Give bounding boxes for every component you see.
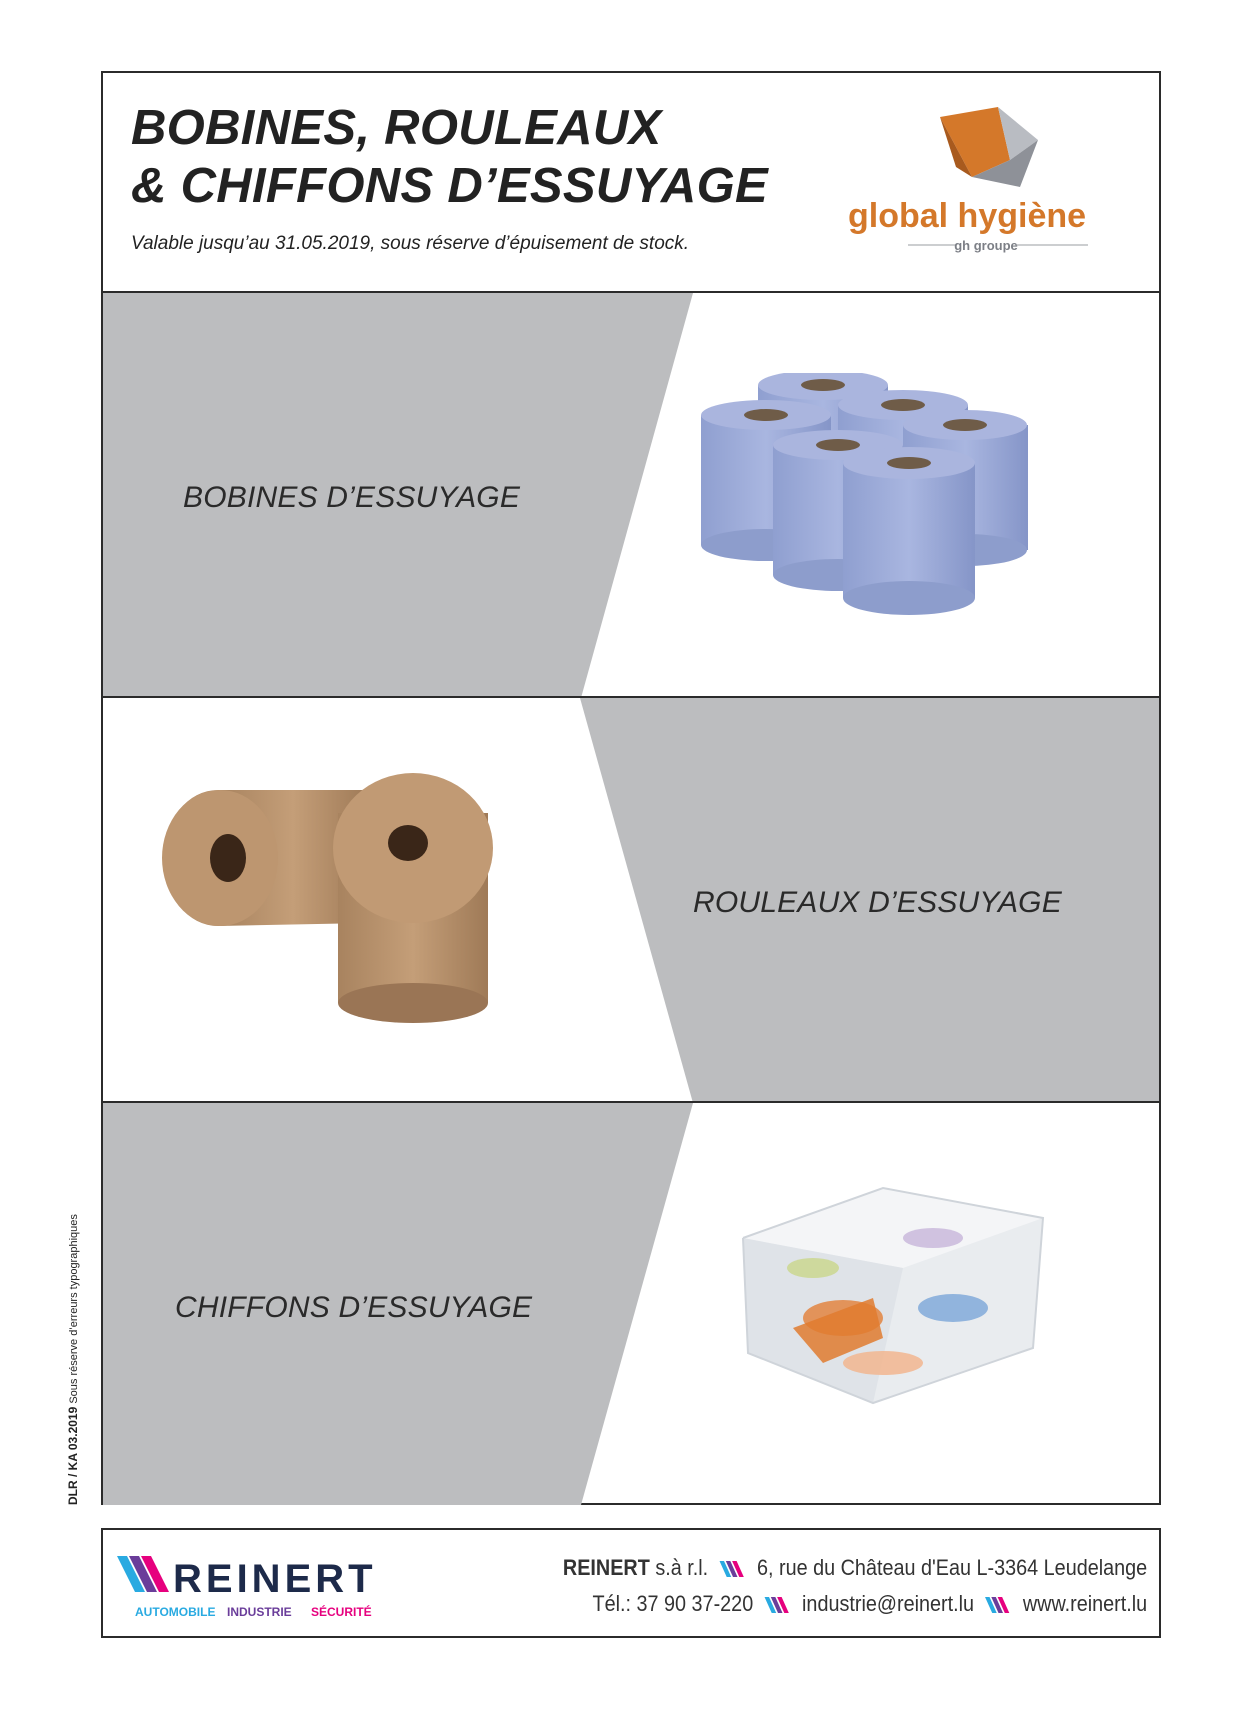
print-code: DLR / KA 03.2019 bbox=[66, 1406, 80, 1505]
company-phone: Tél.: 37 90 37-220 bbox=[592, 1591, 754, 1616]
brand-tag-automobile: AUTOMOBILE bbox=[135, 1605, 216, 1619]
company-info bbox=[563, 1550, 1147, 1622]
flyer-header bbox=[103, 73, 1159, 293]
reinert-logo bbox=[115, 1548, 415, 1628]
company-name: REINERT bbox=[562, 1555, 650, 1580]
blue-rolls-image bbox=[693, 373, 1033, 623]
company-website[interactable]: www.reinert.lu bbox=[1022, 1591, 1147, 1616]
logo-tagline: gh groupe bbox=[954, 238, 1018, 253]
section-rouleaux bbox=[103, 698, 1159, 1103]
company-email[interactable]: industrie@reinert.lu bbox=[801, 1591, 974, 1616]
page-title bbox=[131, 99, 768, 215]
print-disclaimer: Sous réserve d’erreurs typographiques bbox=[68, 1214, 80, 1404]
section-label-bobines: BOBINES D’ESSUYAGE bbox=[183, 481, 521, 514]
rags-bale-image bbox=[733, 1178, 1053, 1418]
company-address: 6, rue du Château d'Eau L-3364 Leudelange bbox=[756, 1555, 1147, 1580]
company-form: s.à r.l. bbox=[655, 1555, 708, 1580]
brand-name: REINERT bbox=[173, 1557, 377, 1601]
company-contact-line bbox=[563, 1586, 1147, 1622]
stripes-separator-icon bbox=[764, 1597, 791, 1613]
flyer-frame bbox=[101, 71, 1161, 1505]
roll-front-3 bbox=[843, 447, 975, 615]
stripes-separator-icon bbox=[985, 1597, 1012, 1613]
brown-roll-right bbox=[333, 773, 493, 1023]
brand-tag-securite: SÉCURITÉ bbox=[311, 1605, 372, 1619]
brand-tag-industrie: INDUSTRIE bbox=[227, 1605, 292, 1619]
brown-rolls-image bbox=[158, 773, 518, 1033]
section-label-rouleaux: ROULEAUX D’ESSUYAGE bbox=[693, 886, 1062, 919]
section-chiffons bbox=[103, 1103, 1159, 1505]
footer bbox=[101, 1528, 1161, 1638]
company-address-line bbox=[563, 1550, 1147, 1586]
reinert-stripes-icon bbox=[117, 1556, 169, 1592]
section-bobines bbox=[103, 293, 1159, 698]
section-label-chiffons: CHIFFONS D’ESSUYAGE bbox=[175, 1291, 533, 1324]
validity-note: Valable jusqu’au 31.05.2019, sous réserve d’épuisement de stock. bbox=[131, 233, 690, 254]
stripes-separator-icon bbox=[719, 1561, 746, 1577]
title-line-2: & CHIFFONS D’ESSUYAGE bbox=[131, 159, 769, 213]
global-hygiene-logo bbox=[848, 105, 1128, 265]
logo-mark-icon bbox=[940, 107, 1038, 187]
title-line-1: BOBINES, ROULEAUX bbox=[131, 101, 662, 155]
logo-word-global: global hygiène bbox=[848, 197, 1087, 235]
print-reference bbox=[66, 1214, 80, 1505]
